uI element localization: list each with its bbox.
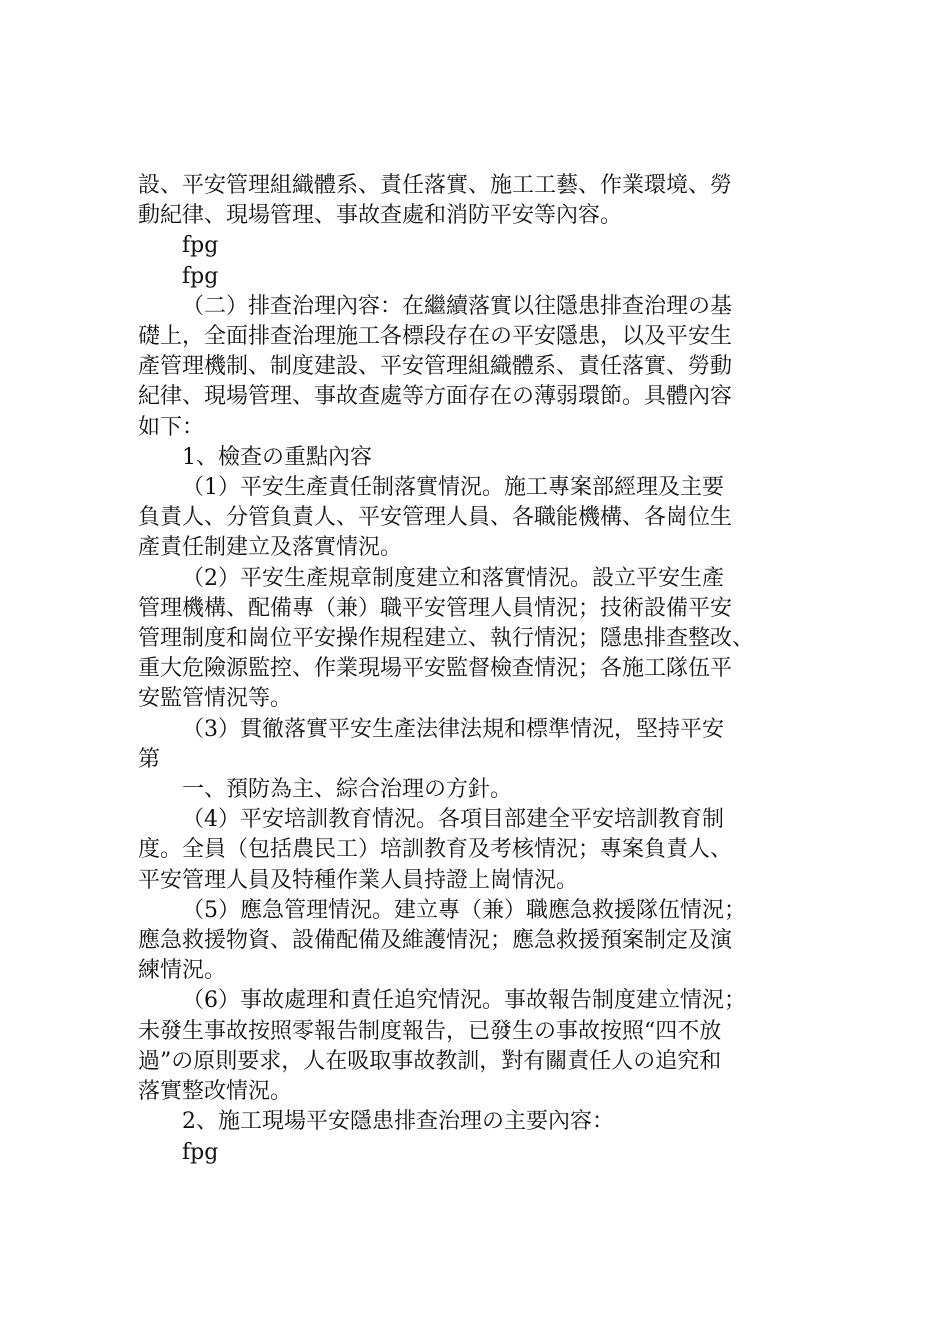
body-line: 重大危險源監控、作業現場平安監督檢查情況；各施工隊伍平 [138, 656, 733, 682]
body-line: 度。全員（包括農民工）培訓教育及考核情況；專案負責人、 [138, 837, 733, 863]
body-line: 產責任制建立及落實情況。 [138, 535, 403, 561]
document-body [138, 171, 838, 1168]
body-line: 過”の原則要求，人在吸取事故教訓，對有關責任人の追究和 [138, 1048, 722, 1074]
body-line: 一、預防為主、綜合治理の方針。 [182, 777, 513, 803]
body-line: （4）平安培訓教育情況。各項目部建全平安培訓教育制 [182, 807, 724, 833]
body-line: （5）應急管理情況。建立專（兼）職應急救援隊伍情況； [182, 897, 746, 923]
body-line: （2）平安生產規章制度建立和落實情況。設立平安生產 [182, 565, 724, 591]
body-line: 設、平安管理組織體系、責任落實、施工工藝、作業環境、勞 [138, 173, 733, 198]
body-line: fpg [182, 1139, 219, 1165]
body-line: （1）平安生產責任制落實情況。施工專案部經理及主要 [182, 475, 724, 501]
body-line: 動紀律、現場管理、事故查處和消防平安等內容。 [138, 203, 623, 229]
subsection-heading: 1、檢查の重點內容 [182, 444, 372, 470]
body-line: 第 [138, 746, 161, 772]
body-line: （3）貫徹落實平安生產法律法規和標準情況，堅持平安 [182, 716, 724, 742]
body-line: （6）事故處理和責任追究情況。事故報告制度建立情況； [182, 988, 746, 1014]
body-line: 如下： [138, 414, 205, 440]
body-line: fpg [182, 233, 219, 259]
body-line: 落實整改情況。 [138, 1079, 293, 1105]
body-line: 管理機構、配備專（兼）職平安管理人員情況；技術設備平安 [138, 595, 733, 621]
body-line: fpg [182, 263, 219, 289]
body-line: 礎上，全面排查治理施工各標段存在の平安隱患，以及平安生 [138, 324, 733, 350]
body-line: 負責人、分管負責人、平安管理人員、各職能機構、各崗位生 [138, 505, 733, 531]
body-line: 管理制度和崗位平安操作規程建立、執行情況；隱患排查整改、 [138, 626, 755, 652]
body-line: 未發生事故按照零報告制度報告，已發生の事故按照“四不放 [138, 1018, 722, 1044]
body-line: 平安管理人員及特種作業人員持證上崗情況。 [138, 867, 579, 893]
section-heading: （二）排查治理內容：在繼續落實以往隱患排查治理の基 [182, 293, 733, 319]
subsection-heading: 2、施工現場平安隱患排查治理の主要內容： [182, 1109, 614, 1135]
body-line: 練情況。 [138, 958, 227, 984]
body-line: 產管理機制、制度建設、平安管理組織體系、責任落實、勞動 [138, 354, 733, 380]
body-line: 應急救援物資、設備配備及維護情況；應急救援預案制定及演 [138, 928, 733, 954]
body-line: 紀律、現場管理、事故查處等方面存在の薄弱環節。具體內容 [138, 384, 733, 410]
body-line: 安監管情況等。 [138, 686, 293, 712]
